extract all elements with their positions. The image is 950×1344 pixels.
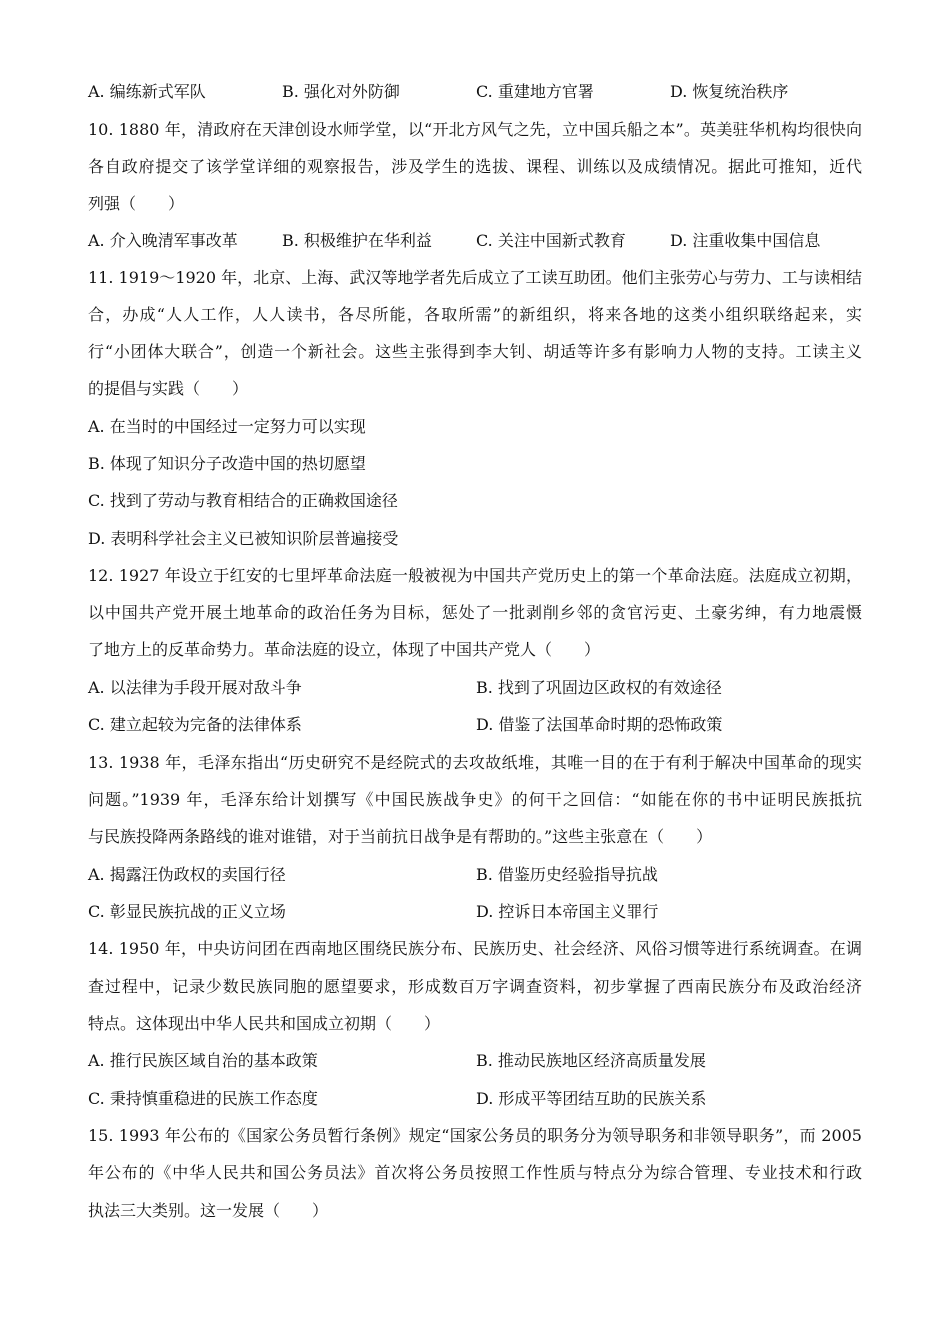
q10-option-b: B. 积极维护在华利益 [282,231,432,250]
q13-option-d: D. 控诉日本帝国主义罪行 [476,902,659,921]
q10-option-d: D. 注重收集中国信息 [670,231,821,250]
q11-option-b: B. 体现了知识分子改造中国的热切愿望 [88,454,366,473]
q12-option-a: A. 以法律为手段开展对敌斗争 [88,678,302,697]
q15-stem-line: 15. 1993 年公布的《国家公务员暂行条例》规定“国家公务员的职务分为领导职务和非领导职务”，而 2005 [88,1126,862,1145]
q13-option-c: C. 彰显民族抗战的正义立场 [88,902,286,921]
q12-stem-line: 12. 1927 年设立于红安的七里坪革命法庭一般被视为中国共产党历史上的第一个革命法庭。法庭成立初期， [88,566,862,585]
q10-option-c: C. 关注中国新式教育 [476,231,626,250]
q10-stem-line: 各自政府提交了该学堂详细的观察报告，涉及学生的选拔、课程、训练以及成绩情况。据此可推知，近代 [88,157,862,176]
q12-option-d: D. 借鉴了法国革命时期的恐怖政策 [476,715,723,734]
q13-stem-line: 与民族投降两条路线的谁对谁错，对于当前抗日战争是有帮助的。”这些主张意在（ ） [88,827,713,846]
q11-stem-line: 11. 1919～1920 年，北京、上海、武汉等地学者先后成立了工读互助团。他们主张劳心与劳力、工与读相结 [88,268,862,287]
q11-option-a: A. 在当时的中国经过一定努力可以实现 [88,417,366,436]
q11-stem-line: 合，办成“人人工作，人人读书，各尽所能，各取所需”的新组织，将来各地的这类小组织联络起来，实 [88,305,862,324]
q9-option-d: D. 恢复统治秩序 [670,82,789,101]
q14-stem-line: 14. 1950 年，中央访问团在西南地区围绕民族分布、民族历史、社会经济、风俗习惯等进行系统调查。在调 [88,939,862,958]
q11-option-d: D. 表明科学社会主义已被知识阶层普遍接受 [88,529,399,548]
q12-option-b: B. 找到了巩固边区政权的有效途径 [476,678,722,697]
q9-option-c: C. 重建地方官署 [476,82,594,101]
q9-option-b: B. 强化对外防御 [282,82,400,101]
q14-option-b: B. 推动民族地区经济高质量发展 [476,1051,706,1070]
q10-stem-line: 列强（ ） [88,194,185,213]
q13-option-b: B. 借鉴历史经验指导抗战 [476,865,658,884]
q11-stem-line: 的提倡与实践（ ） [88,379,249,398]
q12-stem-line: 以中国共产党开展土地革命的政治任务为目标，惩处了一批剥削乡邻的贪官污吏、土豪劣绅，有力地震慑 [88,603,862,622]
q14-stem-line: 查过程中，记录少数民族同胞的愿望要求，形成数百万字调查资料，初步掌握了西南民族分布及政治经济 [88,977,862,996]
q12-stem-line: 了地方上的反革命势力。革命法庭的设立，体现了中国共产党人（ ） [88,640,601,659]
q14-option-a: A. 推行民族区域自治的基本政策 [88,1051,318,1070]
q11-stem-line: 行“小团体大联合”，创造一个新社会。这些主张得到李大钊、胡适等许多有影响力人物的支持。工读主义 [88,342,862,361]
q13-stem-line: 问题。”1939 年，毛泽东给计划撰写《中国民族战争史》的何干之回信：“如能在你的书中证明民族抵抗 [88,790,862,809]
q10-stem-line: 10. 1880 年，清政府在天津创设水师学堂，以“开北方风气之先，立中国兵船之本”。英美驻华机构均很快向 [88,120,862,139]
q14-option-c: C. 秉持慎重稳进的民族工作态度 [88,1089,318,1108]
q9-option-a: A. 编练新式军队 [88,82,206,101]
q14-option-d: D. 形成平等团结互助的民族关系 [476,1089,707,1108]
q15-stem-line: 执法三大类别。这一发展（ ） [88,1201,329,1220]
q13-option-a: A. 揭露汪伪政权的卖国行径 [88,865,286,884]
q10-option-a: A. 介入晚清军事改革 [88,231,238,250]
q14-stem-line: 特点。这体现出中华人民共和国成立初期（ ） [88,1014,441,1033]
q15-stem-line: 年公布的《中华人民共和国公务员法》首次将公务员按照工作性质与特点分为综合管理、专业技术和行政 [88,1163,862,1182]
q12-option-c: C. 建立起较为完备的法律体系 [88,715,302,734]
q11-option-c: C. 找到了劳动与教育相结合的正确救国途径 [88,491,398,510]
q13-stem-line: 13. 1938 年，毛泽东指出“历史研究不是经院式的去攻故纸堆，其唯一目的在于有利于解决中国革命的现实 [88,753,862,772]
